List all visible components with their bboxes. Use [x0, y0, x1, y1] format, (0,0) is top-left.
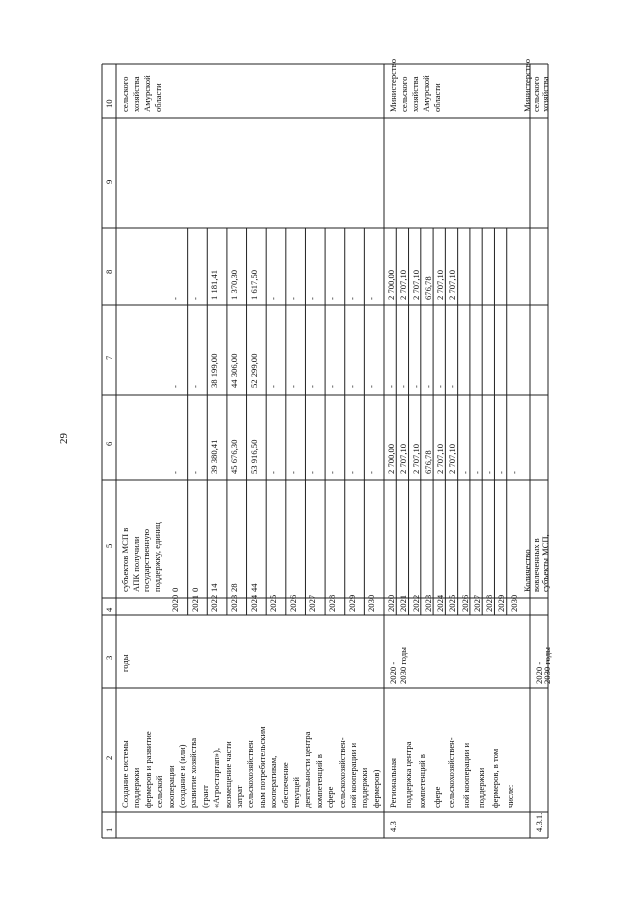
row-number: 4.3.1.	[534, 812, 544, 832]
col7-value: -	[287, 385, 298, 388]
col6-value: -	[366, 471, 377, 474]
col8-value: 2 707,10	[398, 269, 409, 300]
executor-line: Министерство	[388, 59, 398, 112]
col8-value: -	[366, 297, 377, 300]
row-name-line: фермеров, в том	[490, 748, 501, 808]
col7-value: -	[386, 385, 396, 388]
indicator-line: субъекты МСП,	[540, 534, 550, 592]
row-term-line: 2030 годы	[542, 647, 552, 684]
executor-line: области	[432, 83, 442, 112]
col6-value: 45 676,30	[228, 439, 239, 474]
col8-value: 1 370,30	[228, 269, 239, 300]
row-term-line: 2030 годы	[398, 647, 408, 684]
col6-value: -	[346, 471, 357, 474]
col6-value: -	[268, 471, 279, 474]
col8-value: -	[346, 297, 357, 300]
indicator-line: поддержку, единиц	[151, 522, 162, 592]
year-label: 2020	[170, 594, 180, 612]
col8-value: -	[268, 297, 279, 300]
column-header-number: 7	[104, 355, 114, 360]
year-label: 2023	[422, 594, 433, 612]
executor-line: области	[153, 83, 163, 112]
year-label: 2029	[496, 594, 507, 612]
row-name-line: поддержки	[131, 767, 142, 808]
row-name-line: затрат	[234, 785, 244, 808]
col8-value: -	[189, 297, 200, 300]
col6-value: -	[307, 471, 318, 474]
executor-line: сельского	[531, 76, 541, 112]
column-header-number: 6	[104, 441, 114, 446]
year-label: 2030	[508, 594, 519, 612]
executor-line: Министерство	[522, 59, 532, 112]
col7-value: -	[346, 385, 357, 388]
year-label: 2027	[471, 594, 482, 612]
col8-value: 2 707,10	[447, 269, 458, 300]
executor-line: сельского	[399, 76, 409, 112]
col6-value: -	[327, 471, 338, 474]
column-header-number: 8	[104, 269, 114, 274]
indicator-line: АПК получили	[130, 536, 141, 592]
col8-value: -	[170, 297, 180, 300]
col7-value: -	[398, 385, 409, 388]
row-name-line: кооперации	[165, 765, 176, 808]
indicator-line: Количество	[522, 549, 532, 592]
col6-value: -	[508, 471, 519, 474]
col8-value: 2 707,10	[410, 269, 421, 300]
row-name-line: сельскохозяйствен	[245, 740, 256, 808]
column-header-number: 10	[104, 99, 114, 108]
col6-value: 2 707,10	[398, 443, 409, 474]
col7-value: -	[268, 385, 279, 388]
col6-value: 2 707,10	[435, 443, 446, 474]
column-header-number: 2	[104, 755, 114, 760]
page-number: 29	[58, 433, 70, 444]
col6-value: 39 380,41	[209, 439, 220, 474]
col6-value: -	[287, 471, 298, 474]
year-label: 2027	[307, 594, 318, 612]
col7-value: 52 299,00	[248, 353, 259, 388]
row-name-line: сфере	[325, 786, 336, 808]
row-name-line: возмещение части	[222, 741, 233, 808]
col7-value: -	[422, 385, 433, 388]
col7-value: -	[170, 385, 180, 388]
year-label: 2024	[248, 594, 259, 612]
row-name-line: Создание системы	[120, 740, 130, 808]
indicator-line: государственную	[141, 528, 151, 592]
col5-value: 0	[189, 587, 200, 592]
column-header-number: 9	[104, 179, 114, 184]
col8-value: 2 700,00	[386, 269, 396, 300]
col6-value: -	[459, 471, 470, 474]
year-label: 2022	[209, 594, 220, 612]
year-label: 2022	[410, 594, 421, 612]
row-name-line: развитие хозяйства	[188, 737, 199, 808]
year-label: 2024	[435, 594, 446, 612]
column-header-number: 4	[104, 607, 114, 612]
col7-value: -	[327, 385, 338, 388]
row-name-line: (грант	[199, 785, 210, 808]
year-label: 2021	[398, 594, 409, 612]
year-label: 2028	[327, 594, 338, 612]
column-header-number: 5	[104, 543, 114, 548]
year-label: 2025	[268, 594, 279, 612]
col5-value: 44	[248, 583, 259, 592]
col7-value: -	[366, 385, 377, 388]
year-label: 2021	[189, 594, 200, 612]
col7-value: -	[307, 385, 318, 388]
column-header-number: 1	[104, 827, 114, 832]
row-name-line: (создание и (или)	[177, 744, 187, 808]
year-label: 2028	[484, 594, 495, 612]
col6-value: -	[496, 471, 507, 474]
col8-value: 2 707,10	[435, 269, 446, 300]
col6-value: 53 916,50	[248, 439, 259, 474]
col7-value: -	[447, 385, 458, 388]
col8-value: -	[327, 297, 338, 300]
row-name-line: сельскохозяйствен-	[336, 737, 347, 808]
year-label: 2025	[447, 594, 458, 612]
col6-value: -	[484, 471, 495, 474]
row-name-line: компетенций в	[417, 754, 428, 808]
row-name-line: фермеров)	[370, 769, 381, 808]
col7-value: -	[189, 385, 200, 388]
year-label: 2020	[386, 594, 396, 612]
col6-value: 2 707,10	[410, 443, 421, 474]
year-label: 2029	[346, 594, 357, 612]
col7-value: -	[435, 385, 446, 388]
row-name-line: сельской	[154, 775, 165, 808]
executor-line: сельского	[120, 76, 130, 112]
row-name-line: деятельности центра	[302, 731, 313, 808]
row-name-line: обеспечение	[279, 762, 290, 808]
row-name-line: сфере	[431, 786, 442, 808]
row-name-line: сельскохозяйствен-	[446, 737, 457, 808]
col6-value: -	[471, 471, 482, 474]
col7-value: 38 199,00	[209, 353, 220, 388]
executor-line: Амурской	[142, 75, 152, 112]
row-term-line: 2020 -	[388, 661, 398, 684]
row-term-line: 2020 -	[534, 661, 544, 684]
col8-value: -	[307, 297, 318, 300]
col6-value: 676,78	[422, 450, 433, 474]
col6-value: -	[170, 471, 180, 474]
row-name-line: ным потребительским	[256, 726, 267, 808]
column-header-number: 3	[104, 655, 114, 660]
executor-line: хозяйства	[410, 76, 420, 112]
col8-value: 676,78	[422, 276, 433, 300]
row-name-line: «Агростартап»),	[211, 748, 222, 808]
col8-value: 1 617,50	[248, 269, 259, 300]
indicator-line: субъектов МСП в	[120, 527, 130, 592]
row-name-line: Региональная	[388, 758, 398, 808]
row-name-line: фермеров и развитие	[142, 731, 153, 808]
row-term: годы	[120, 654, 130, 672]
year-label: 2030	[366, 594, 377, 612]
col5-value: 28	[228, 583, 239, 592]
executor-line: хозяйства	[131, 76, 141, 112]
row-name-line: кооперативам,	[268, 755, 279, 808]
row-name-line: ной кооперации и	[348, 742, 358, 808]
col6-value: -	[189, 471, 200, 474]
col7-value: -	[410, 385, 421, 388]
executor-line: Амурской	[421, 75, 431, 112]
executor-line: хозяйства	[540, 76, 550, 112]
col5-value: 0	[170, 587, 180, 592]
col8-value: 1 181,41	[209, 269, 220, 300]
row-name-line: поддержка центра	[402, 741, 413, 808]
row-name-line: поддержки	[359, 767, 370, 808]
col6-value: 2 707,10	[447, 443, 458, 474]
year-label: 2023	[228, 594, 239, 612]
year-label: 2026	[287, 594, 298, 612]
col6-value: 2 700,00	[386, 443, 396, 474]
year-label: 2026	[459, 594, 470, 612]
row-number: 4.3	[388, 821, 398, 832]
row-name-line: числе:	[504, 784, 515, 808]
row-name-line: компетенций в	[313, 754, 324, 808]
col5-value: 14	[209, 583, 220, 592]
col8-value: -	[287, 297, 298, 300]
row-name-line: поддержки	[475, 767, 486, 808]
row-name-line: текущей	[291, 777, 301, 808]
col7-value: 44 306,00	[228, 353, 239, 388]
row-name-line: ной кооперации и	[461, 742, 471, 808]
indicator-line: вовлеченных в	[531, 538, 541, 592]
